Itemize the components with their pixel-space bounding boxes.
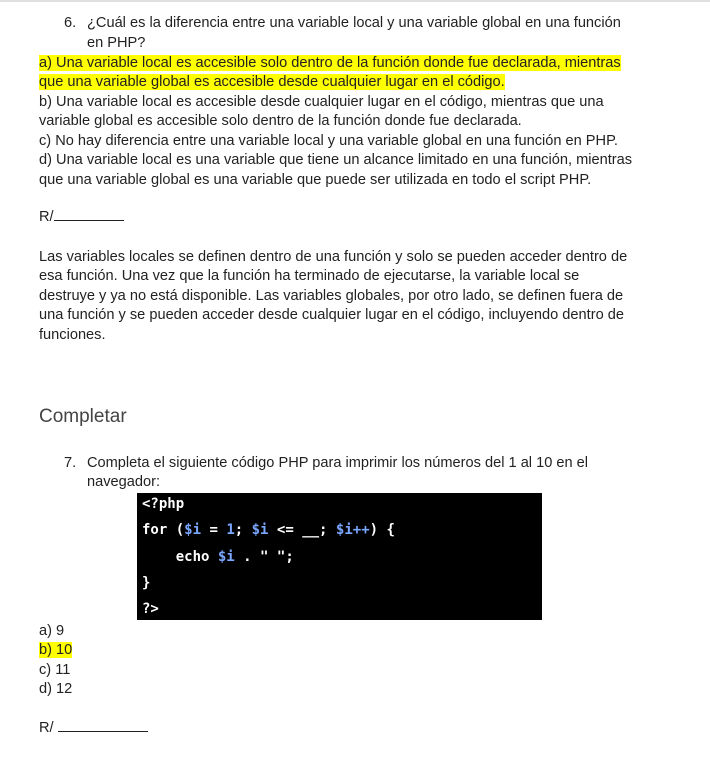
code-string: " " (260, 549, 286, 565)
q6-option-d-line1: d) Una variable local es una variable que tiene un alcance limitado en una función, mientras (39, 152, 633, 168)
top-border (0, 0, 710, 2)
code-close-brace: } (142, 575, 151, 591)
highlight: a) Una variable local es accesible solo dentro de la función donde fue declarada, mientras (39, 55, 621, 71)
q6-option-b-line2: variable global es accesible solo dentro de la función donde fue declarada. (39, 113, 522, 129)
code-echo-keyword: echo (175, 549, 210, 565)
code-for-keyword: for (142, 522, 168, 538)
answer-prefix: R/ (39, 209, 54, 225)
q6-answer-line (39, 208, 124, 227)
highlight: b) 10 (39, 642, 73, 658)
q6-option-b-line1: b) Una variable local es accesible desde cualquier lugar en el código, mientras que una (39, 94, 604, 110)
q6-explanation-line2: esa función. Una vez que la función ha terminado de ejecutarse, la variable local se (39, 268, 580, 284)
q7-option-a: a) 9 (39, 623, 65, 639)
q6-option-a-line1 (39, 54, 621, 73)
q7-option-d: d) 12 (39, 681, 73, 697)
q6-explanation-line4: una función y se pueden acceder desde cualquier lugar en el código, incluyendo dentro de (39, 307, 624, 323)
q6-question-line2: en PHP? (87, 35, 146, 51)
q6-explanation-line5: funciones. (39, 327, 106, 343)
q6-number: 6. (64, 15, 77, 31)
code-increment: $i++ (335, 522, 370, 538)
code-line-3: echo $i . " "; (175, 549, 294, 565)
answer-blank[interactable] (58, 731, 148, 732)
code-var: $i (251, 522, 269, 538)
code-blank: __ (302, 522, 320, 538)
q7-question-line2: navegador: (87, 474, 161, 490)
q7-option-b (39, 641, 72, 660)
code-line-4 (142, 574, 150, 592)
code-close-tag: ?> (142, 601, 159, 617)
q7-number: 7. (64, 455, 77, 471)
highlight: que una variable global es accesible desde cualquier lugar en el código. (39, 74, 505, 90)
code-var: $i (217, 549, 235, 565)
code-block (137, 493, 542, 620)
answer-prefix: R/ (39, 720, 54, 736)
code-number: 1 (226, 522, 235, 538)
code-open-tag: <?php (142, 496, 185, 512)
q6-explanation-line3: destruye y ya no está disponible. Las variables globales, por otro lado, se definen fuera de (39, 288, 624, 304)
q7-question-line1: Completa el siguiente código PHP para imprimir los números del 1 al 10 en el (87, 455, 589, 471)
q7-option-c: c) 11 (39, 662, 71, 678)
q6-explanation-line1: Las variables locales se definen dentro de una función y solo se pueden acceder dentro de (39, 249, 628, 265)
q7-answer-line (39, 719, 148, 738)
code-line-1 (142, 495, 184, 513)
answer-blank[interactable] (54, 220, 124, 221)
q6-option-a-line2 (39, 73, 505, 92)
code-line-2: for ($i = 1; $i <= __; $i++) { (142, 522, 395, 538)
section-heading: Completar (39, 406, 127, 427)
q6-question-line1: ¿Cuál es la diferencia entre una variable local y una variable global en una función (87, 15, 621, 31)
q6-option-d-line2: que una variable global es una variable que puede ser utilizada en todo el script PHP. (39, 172, 592, 188)
q6-option-c: c) No hay diferencia entre una variable local y una variable global en una función en PHP. (39, 133, 618, 149)
code-var: $i (184, 522, 202, 538)
code-line-5 (142, 600, 159, 618)
